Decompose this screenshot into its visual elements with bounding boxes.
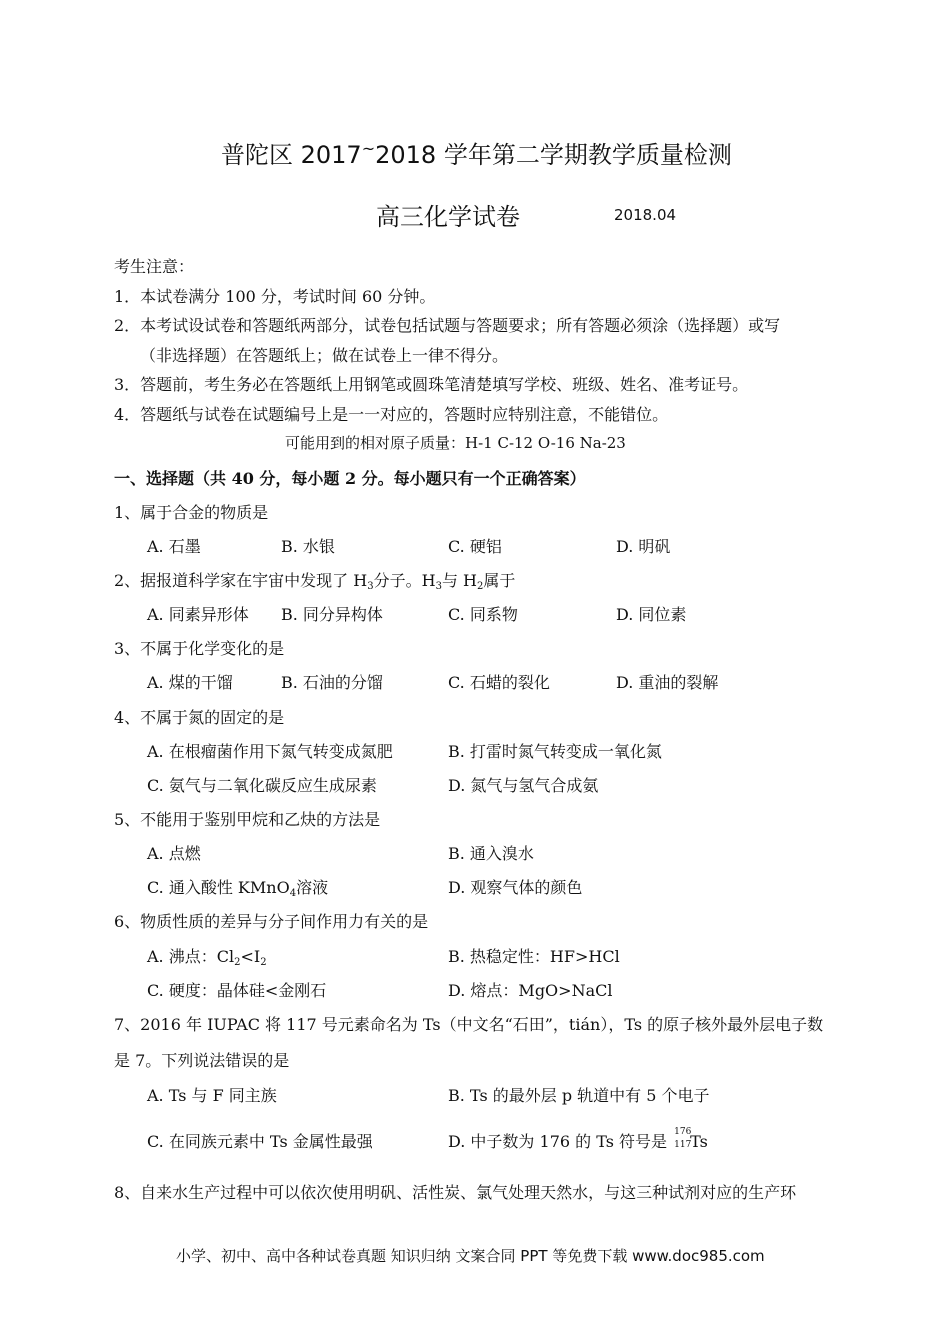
q2-stem-p3: 与 H xyxy=(441,571,477,590)
q5-c-sub: 4 xyxy=(289,888,297,899)
q5-c-p1: C. 通入酸性 KMnO xyxy=(147,878,290,897)
q7-stem-line1: 7、2016 年 IUPAC 将 117 号元素命名为 Ts（中文名“石田”，tián），Ts 的原子核外最外层电子数 xyxy=(114,1015,824,1034)
nuclide-notation xyxy=(672,1127,692,1151)
q2-stem-p2: 分子。H xyxy=(373,571,436,590)
q3-stem: 3、不属于化学变化的是 xyxy=(114,639,285,658)
nuclide-atomic-number: 117 xyxy=(674,1140,692,1150)
q2-option-a: A. 同素异形体 xyxy=(147,605,249,624)
q6-option-d: D. 熔点：MgO>NaCl xyxy=(448,981,613,1000)
q6-option-a xyxy=(147,944,267,967)
q1-option-d: D. 明矾 xyxy=(616,537,671,556)
title-tilde: ~ xyxy=(361,139,376,158)
q4-option-d: D. 氮气与氢气合成氨 xyxy=(448,776,599,795)
exam-subtitle: 高三化学试卷 xyxy=(376,203,520,231)
nuclide-mass-number: 176 xyxy=(674,1127,692,1137)
q6-a-sub2: 2 xyxy=(260,957,267,968)
q7-d-text: D. 中子数为 176 的 Ts 符号是 xyxy=(448,1132,673,1151)
q6-a-p1: A. 沸点：Cl xyxy=(147,947,235,966)
exam-title xyxy=(221,135,732,170)
q6-option-c: C. 硬度：晶体硅<金刚石 xyxy=(147,981,327,1000)
title-part2: 2018 学年第二学期教学质量检测 xyxy=(375,141,732,169)
q7-option-a: A. Ts 与 F 同主族 xyxy=(147,1086,277,1105)
q1-stem: 1、属于合金的物质是 xyxy=(114,503,269,522)
q8-stem: 8、自来水生产过程中可以依次使用明矾、活性炭、氯气处理天然水，与这三种试剂对应的生产环 xyxy=(114,1183,797,1202)
q4-option-a: A. 在根瘤菌作用下氮气转变成氮肥 xyxy=(147,742,393,761)
q7-option-c: C. 在同族元素中 Ts 金属性最强 xyxy=(147,1132,373,1151)
q4-stem: 4、不属于氮的固定的是 xyxy=(114,708,285,727)
q2-stem xyxy=(114,568,515,591)
q6-option-b: B. 热稳定性：HF>HCl xyxy=(448,947,620,966)
notice-item-1: 1．本试卷满分 100 分，考试时间 60 分钟。 xyxy=(114,287,436,306)
q5-option-b: B. 通入溴水 xyxy=(448,844,534,863)
q2-option-b: B. 同分异构体 xyxy=(281,605,383,624)
q5-option-a: A. 点燃 xyxy=(147,844,201,863)
exam-date: 2018.04 xyxy=(614,206,677,224)
q7-option-d xyxy=(448,1129,708,1152)
q6-a-p2: <I xyxy=(240,947,261,966)
q3-option-c: C. 石蜡的裂化 xyxy=(448,673,550,692)
q5-option-c xyxy=(147,875,328,898)
notice-item-2-cont: （非选择题）在答题纸上；做在试卷上一律不得分。 xyxy=(140,346,509,365)
q1-option-c: C. 硬铝 xyxy=(448,537,502,556)
q2-stem-p4: 属于 xyxy=(483,571,516,590)
q5-c-p2: 溶液 xyxy=(296,878,329,897)
section-heading: 一、选择题（共 40 分，每小题 2 分。每小题只有一个正确答案） xyxy=(114,469,586,488)
q2-stem-p1: 2、据报道科学家在宇宙中发现了 H xyxy=(114,571,368,590)
q1-option-b: B. 水银 xyxy=(281,537,335,556)
q4-option-b: B. 打雷时氮气转变成一氧化氮 xyxy=(448,742,662,761)
q6-a-sub1: 2 xyxy=(234,957,241,968)
notice-item-4: 4．答题纸与试卷在试题编号上是一一对应的，答题时应特别注意，不能错位。 xyxy=(114,405,669,424)
q7-stem-line2: 是 7。下列说法错误的是 xyxy=(114,1051,290,1070)
q3-option-b: B. 石油的分馏 xyxy=(281,673,383,692)
q2-sub2: 3 xyxy=(435,581,442,592)
title-part1: 普陀区 2017 xyxy=(221,141,362,169)
q3-option-d: D. 重油的裂解 xyxy=(616,673,719,692)
q5-stem: 5、不能用于鉴别甲烷和乙炔的方法是 xyxy=(114,810,381,829)
atomic-mass-note: 可能用到的相对原子质量：H-1 C-12 O-16 Na-23 xyxy=(285,434,626,452)
q2-sub1: 3 xyxy=(367,581,374,592)
notice-item-2: 2．本考试设试卷和答题纸两部分，试卷包括试题与答题要求；所有答题必须涂（选择题）或写 xyxy=(114,316,781,335)
nuclide-symbol: Ts xyxy=(690,1132,708,1151)
q6-stem: 6、物质性质的差异与分子间作用力有关的是 xyxy=(114,912,429,931)
notice-item-3: 3．答题前，考生务必在答题纸上用钢笔或圆珠笔清楚填写学校、班级、姓名、准考证号。 xyxy=(114,375,749,394)
q5-option-d: D. 观察气体的颜色 xyxy=(448,878,583,897)
q2-option-d: D. 同位素 xyxy=(616,605,687,624)
notice-heading: 考生注意： xyxy=(114,257,195,276)
q4-option-c: C. 氨气与二氧化碳反应生成尿素 xyxy=(147,776,377,795)
q3-option-a: A. 煤的干馏 xyxy=(147,673,233,692)
q1-option-a: A. 石墨 xyxy=(147,537,201,556)
q2-option-c: C. 同系物 xyxy=(448,605,518,624)
q7-option-b: B. Ts 的最外层 p 轨道中有 5 个电子 xyxy=(448,1086,710,1105)
page-footer: 小学、初中、高中各种试卷真题 知识归纳 文案合同 PPT 等免费下载 www.doc985.com xyxy=(176,1247,765,1265)
q2-sub3: 2 xyxy=(477,581,484,592)
